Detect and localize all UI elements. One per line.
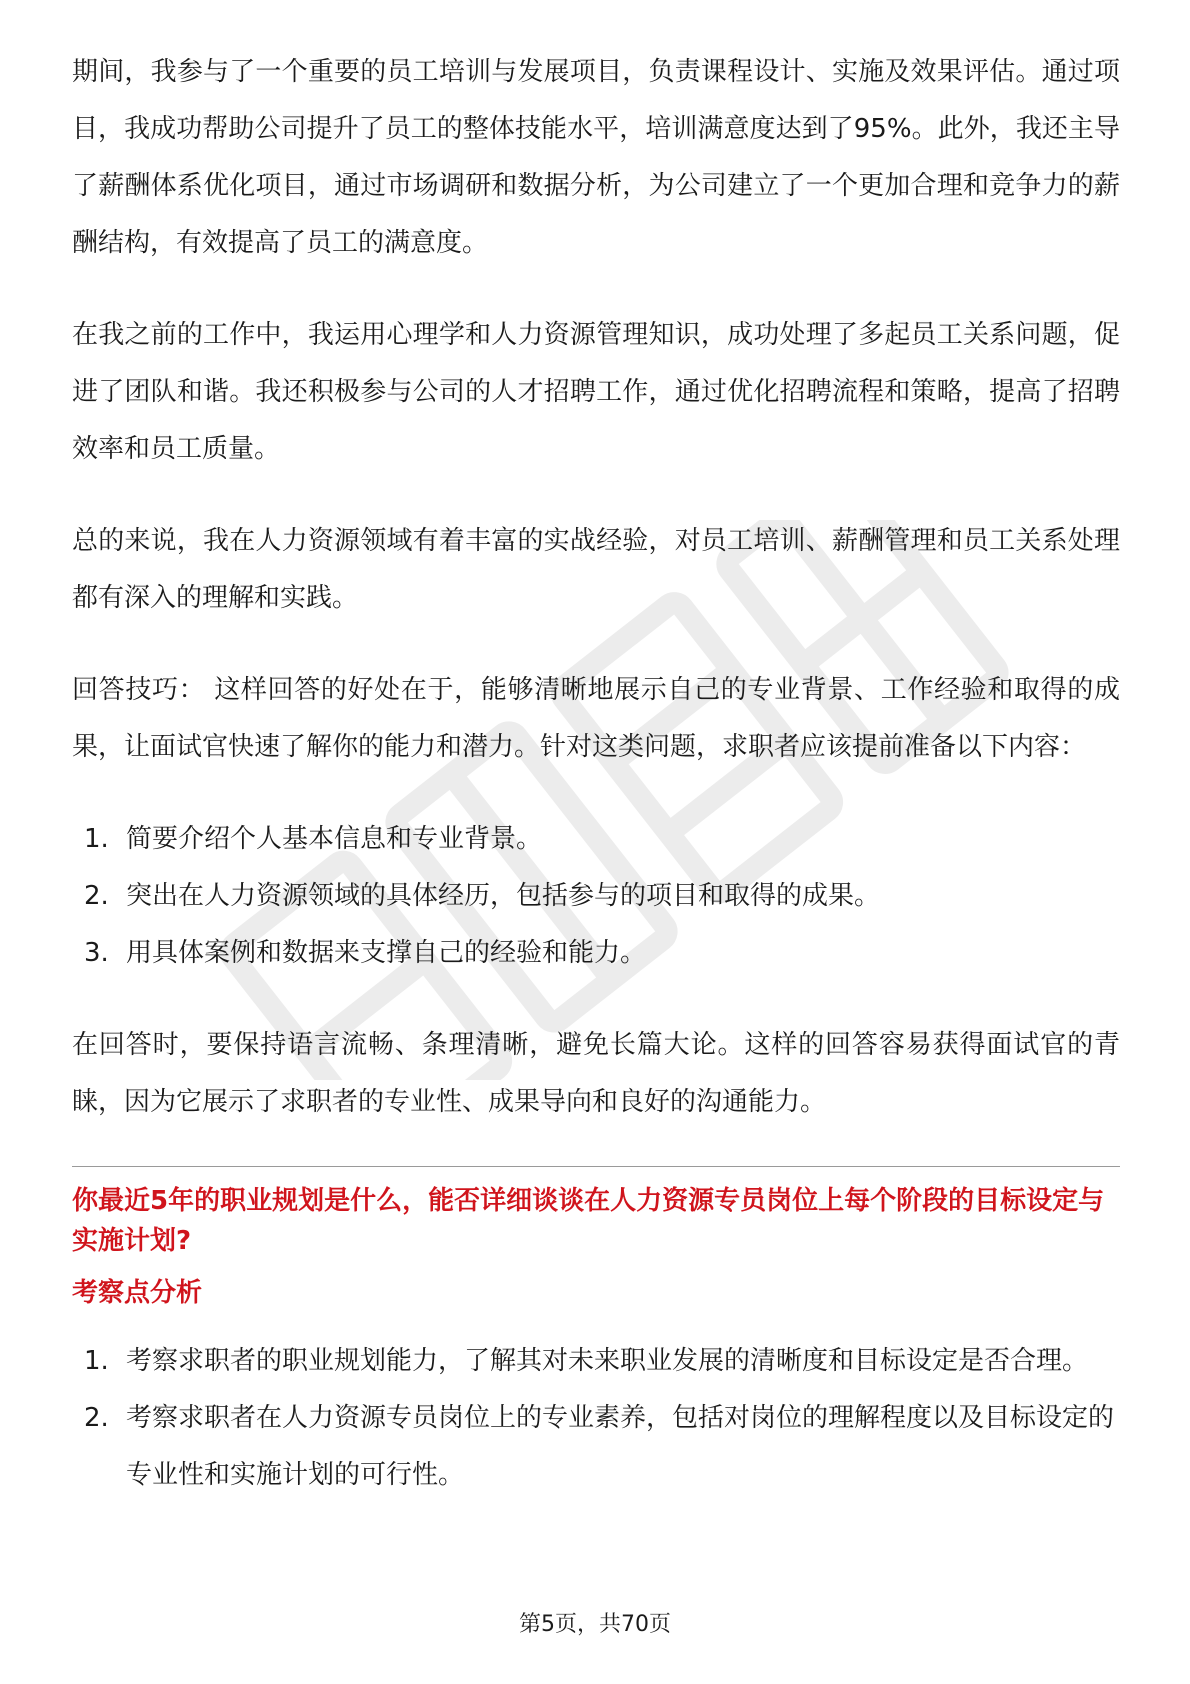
list-number: 2.: [84, 1403, 109, 1433]
analysis-list: [72, 1333, 1120, 1504]
page-number-footer: 第5页，共70页: [519, 1612, 671, 1637]
list-number: 1.: [84, 824, 109, 854]
list-text: 简要介绍个人基本信息和专业背景。: [126, 824, 543, 854]
list-item: [72, 811, 1120, 868]
document-page: [72, 44, 1120, 1504]
tips-list: [72, 811, 1120, 982]
list-text: 突出在人力资源领域的具体经历，包括参与的项目和取得的成果。: [126, 881, 881, 911]
paragraph-project-experience: 期间，我参与了一个重要的员工培训与发展项目，负责课程设计、实施及效果评估。通过项目，我成功帮助公司提升了员工的整体技能水平，培训满意度达到了95%。此外，我还主导了薪酬体系优化项目，通过市场调研和数据分析，为公司建立了一个更加合理和竞争力的薪酬结构，有效提高了员工的满意度。: [72, 57, 1120, 258]
interview-question-heading: 你最近5年的职业规划是什么，能否详细谈谈在人力资源专员岗位上每个阶段的目标设定与实施计划?: [72, 1186, 1105, 1256]
paragraph-answer-advice: 在回答时，要保持语言流畅、条理清晰，避免长篇大论。这样的回答容易获得面试官的青睐，因为它展示了求职者的专业性、成果导向和良好的沟通能力。: [72, 1030, 1120, 1117]
list-number: 3.: [84, 938, 109, 968]
list-number: 1.: [84, 1346, 109, 1376]
list-text: 考察求职者在人力资源专员岗位上的专业素养，包括对岗位的理解程度以及目标设定的专业性和实施计划的可行性。: [126, 1403, 1115, 1490]
list-text: 考察求职者的职业规划能力，了解其对未来职业发展的清晰度和目标设定是否合理。: [126, 1346, 1089, 1376]
paragraph-employee-relations: 在我之前的工作中，我运用心理学和人力资源管理知识，成功处理了多起员工关系问题，促进了团队和谐。我还积极参与公司的人才招聘工作，通过优化招聘流程和策略，提高了招聘效率和员工质量。: [72, 320, 1120, 464]
analysis-section-title: 考察点分析: [72, 1278, 203, 1308]
paragraph-answer-tips: 回答技巧： 这样回答的好处在于，能够清晰地展示自己的专业背景、工作经验和取得的成果，让面试官快速了解你的能力和潜力。针对这类问题，求职者应该提前准备以下内容：: [72, 675, 1120, 762]
list-item: [72, 868, 1120, 925]
list-item: [72, 925, 1120, 982]
list-text: 用具体案例和数据来支撑自己的经验和能力。: [126, 938, 647, 968]
list-item: [72, 1390, 1120, 1504]
list-item: [72, 1333, 1120, 1390]
paragraph-summary: 总的来说，我在人力资源领域有着丰富的实战经验，对员工培训、薪酬管理和员工关系处理都有深入的理解和实践。: [72, 526, 1120, 613]
list-number: 2.: [84, 881, 109, 911]
section-divider: [72, 1166, 1120, 1167]
